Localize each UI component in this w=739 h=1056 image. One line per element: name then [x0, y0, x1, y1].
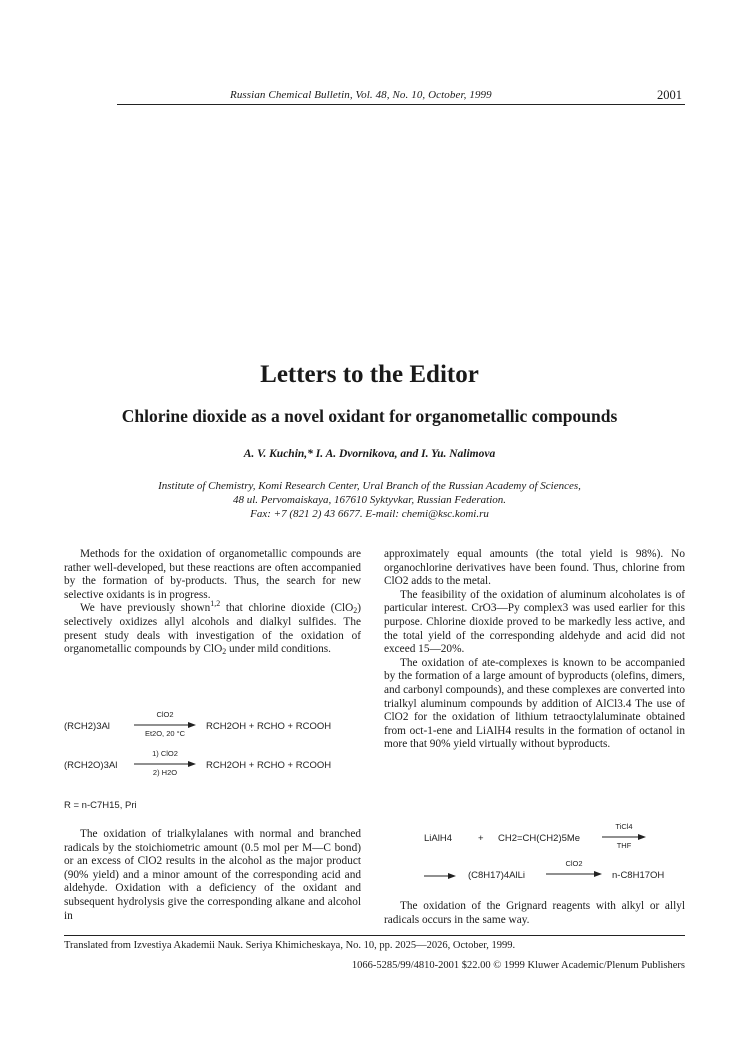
- reactant: (RCH2)3Al: [64, 721, 110, 732]
- paragraph: Methods for the oxidation of organometallic compounds are rather well-developed, but these reactions are often accompanied by the formation of by-products. Thus, the search for new selective oxidants is in progress.: [64, 548, 361, 601]
- arrow-reagent: 1) ClO2: [152, 749, 178, 758]
- reaction-arrow: [602, 833, 646, 841]
- plus-sign: +: [478, 833, 484, 844]
- page-number: 2001: [657, 88, 682, 102]
- reaction-arrow: [134, 760, 196, 768]
- right-column-body: [384, 548, 685, 752]
- reaction-arrow: [424, 872, 456, 880]
- authors: A. V. Kuchin,* I. A. Dvornikova, and I. Yu. Nalimova: [243, 448, 496, 460]
- intermediate: (C8H17)4AlLi: [468, 870, 526, 881]
- arrow-reagent: TiCl4: [615, 822, 633, 831]
- article-title: Chlorine dioxide as a novel oxidant for organometallic compounds: [121, 406, 618, 426]
- product: n-C8H17OH: [612, 870, 665, 881]
- left-column-body: [64, 828, 361, 923]
- affiliation: [0, 479, 739, 521]
- reaction-arrow: [546, 870, 602, 878]
- arrow-reagent: ClO2: [565, 859, 583, 868]
- arrow-reagent: ClO2: [156, 710, 174, 719]
- reagent: LiAlH4: [424, 833, 452, 844]
- left-column-intro: [64, 548, 361, 657]
- arrow-conditions: Et2O, 20 °C: [144, 729, 186, 738]
- radical-definition: R = n-C7H15, Pri: [64, 800, 137, 811]
- affiliation-line: Institute of Chemistry, Komi Research Center, Ural Branch of the Russian Academy of Sciences,: [158, 480, 581, 492]
- translation-note: Translated from Izvestiya Akademii Nauk. Seriya Khimicheskaya, No. 10, pp. 2025—2026, October, 1999.: [64, 940, 516, 951]
- products: RCH2OH + RCHO + RCOOH: [206, 760, 332, 771]
- paragraph: The oxidation of trialkylalanes with normal and branched radicals by the stoichiometric amount (0.5 mol per M—C bond) or an excess of ClO2 results in the alcohol as the major product (90% yield) and a minor amount of the corresponding acid and aldehyde. Oxidation with a deficiency of the oxidant and subsequent hydrolysis give the corresponding alkane and alcohol in: [64, 828, 361, 922]
- section-title: Letters to the Editor: [260, 361, 479, 388]
- paragraph: approximately equal amounts (the total yield is 98%). No organochlorine derivatives have been found. Thus, chlorine from ClO2 adds to the metal.: [384, 548, 685, 588]
- paragraph: The oxidation of ate-complexes is known to be accompanied by the formation of a large amount of byproducts (olefins, dimers, and carbonyl compounds), and these complexes are converted into trialkyl aluminum compounds by addition of AlCl3.4 The use of ClO2 for the oxidation of lithium tetraoctylaluminate obtained from oct-1-ene and LiAlH4 results in the formation of octanol in more that 90% yield virtually without byproducts.: [384, 656, 685, 751]
- header-rule: [117, 104, 685, 105]
- footer-rule: [64, 935, 685, 936]
- affiliation-contact: Fax: +7 (821 2) 43 6677. E-mail: chemi@ksc.komi.ru: [250, 508, 489, 520]
- copyright-line: 1066-5285/99/4810-2001 $22.00 © 1999 Kluwer Academic/Plenum Publishers: [351, 960, 685, 971]
- right-column-closing: [384, 900, 685, 927]
- scheme-1: [64, 708, 364, 818]
- reagent: CH2=CH(CH2)5Me: [498, 833, 581, 844]
- reaction-arrow: [134, 721, 196, 729]
- arrow-conditions: 2) H2O: [152, 768, 178, 777]
- running-header: Russian Chemical Bulletin, Vol. 48, No. 10, October, 1999: [230, 89, 492, 101]
- reactant: (RCH2O)3Al: [64, 760, 118, 771]
- affiliation-line: 48 ul. Pervomaiskaya, 167610 Syktyvkar, Russian Federation.: [232, 494, 507, 506]
- products: RCH2OH + RCHO + RCOOH: [206, 721, 332, 732]
- scheme-2: [384, 820, 684, 890]
- paragraph: We have previously shown$^{1,2}$ that chlorine dioxide (ClO$_2$) selectively oxidizes allyl alcohols and dialkyl sulfides. The present study deals with investigation of the oxidation of organometallic compounds by ClO$_2$ under mild conditions.: [64, 599, 362, 657]
- paragraph: The feasibility of the oxidation of aluminum alcoholates is of particular interest. CrO3—Py complex3 was used earlier for this purpose. Chlorine dioxide proved to be markedly less active, and the total yield of the corresponding aldehyde and acid did not exceed 15—20%.: [384, 588, 685, 656]
- arrow-conditions: THF: [616, 841, 632, 850]
- paragraph: The oxidation of the Grignard reagents with alkyl or allyl radicals occurs in the same way.: [384, 900, 685, 926]
